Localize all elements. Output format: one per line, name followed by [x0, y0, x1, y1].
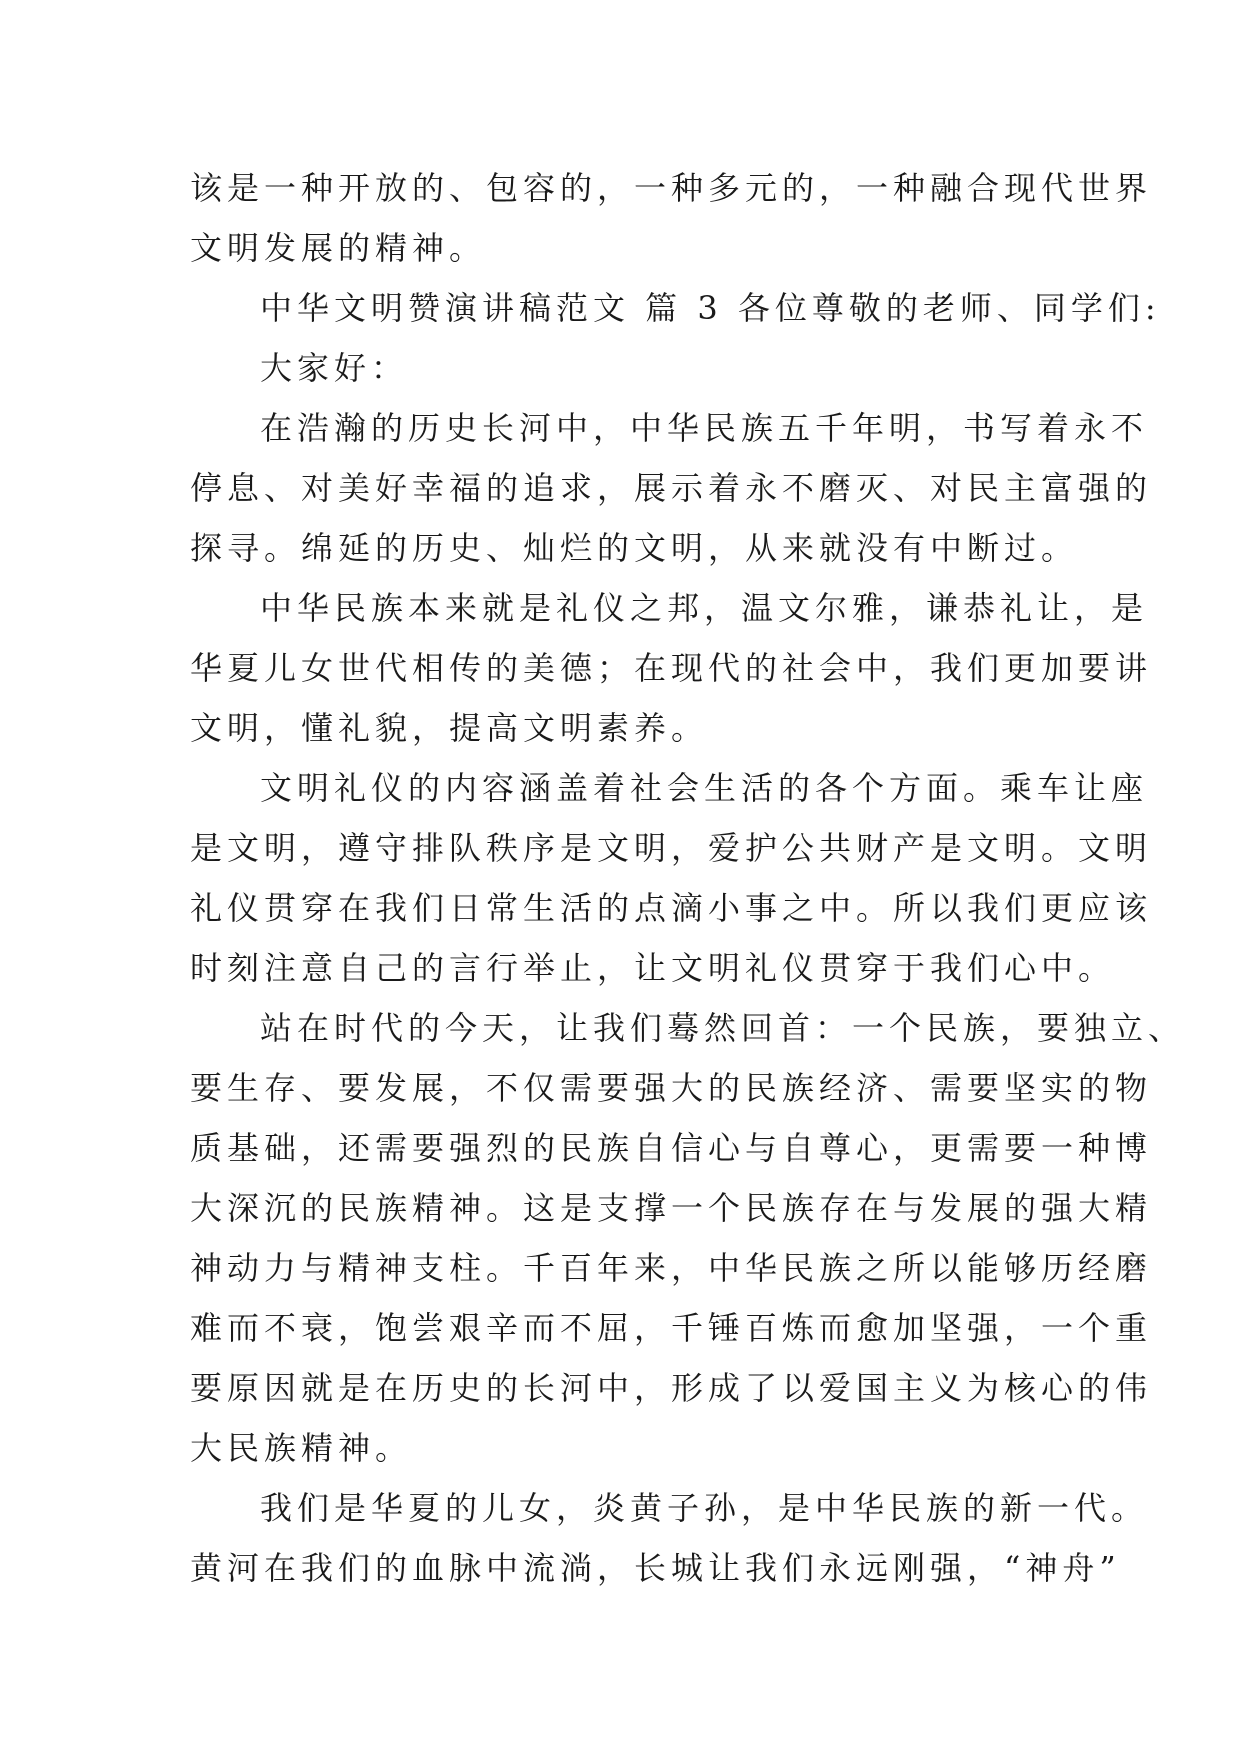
text-line: 是文明，遵守排队秩序是文明，爱护公共财产是文明。文明 [190, 829, 1153, 867]
text-line: 神动力与精神支柱。千百年来，中华民族之所以能够历经磨 [190, 1249, 1153, 1287]
text-line: 礼仪贯穿在我们日常生活的点滴小事之中。所以我们更应该 [190, 889, 1153, 927]
text-line: 文明，懂礼貌，提高文明素养。 [190, 709, 709, 747]
text-line: 难而不衰，饱尝艰辛而不屈，千锤百炼而愈加坚强，一个重 [190, 1309, 1153, 1347]
text-line: 质基础，还需要强烈的民族自信心与自尊心，更需要一种博 [190, 1129, 1153, 1167]
text-line: 大深沉的民族精神。这是支撑一个民族存在与发展的强大精 [190, 1189, 1153, 1227]
text-line: 中华民族本来就是礼仪之邦，温文尔雅，谦恭礼让，是 [260, 589, 1149, 627]
text-line: 要原因就是在历史的长河中，形成了以爱国主义为核心的伟 [190, 1369, 1153, 1407]
text-line: 文明发展的精神。 [190, 229, 487, 267]
text-line: 站在时代的今天，让我们蓦然回首：一个民族，要独立、 [260, 1009, 1186, 1047]
text-line: 时刻注意自己的言行举止，让文明礼仪贯穿于我们心中。 [190, 949, 1116, 987]
text-line: 我们是华夏的儿女，炎黄子孙，是中华民族的新一代。 [260, 1489, 1149, 1527]
text-line: 探寻。绵延的历史、灿烂的文明，从来就没有中断过。 [190, 529, 1079, 567]
text-line: 停息、对美好幸福的追求，展示着永不磨灭、对民主富强的 [190, 469, 1153, 507]
text-line: 在浩瀚的历史长河中，中华民族五千年明，书写着永不 [260, 409, 1149, 447]
text-line: 要生存、要发展，不仅需要强大的民族经济、需要坚实的物 [190, 1069, 1153, 1107]
text-line: 华夏儿女世代相传的美德；在现代的社会中，我们更加要讲 [190, 649, 1153, 687]
section-heading: 中华文明赞演讲稿范文 篇 3 各位尊敬的老师、同学们: [260, 289, 1161, 327]
text-line: 大民族精神。 [190, 1429, 413, 1467]
greeting: 大家好： [260, 349, 409, 387]
text-line: 该是一种开放的、包容的，一种多元的，一种融合现代世界 [190, 169, 1153, 207]
text-line: 黄河在我们的血脉中流淌，长城让我们永远刚强，“神舟” [190, 1549, 1121, 1587]
document-body [190, 158, 1186, 1598]
text-line: 文明礼仪的内容涵盖着社会生活的各个方面。乘车让座 [260, 769, 1149, 807]
